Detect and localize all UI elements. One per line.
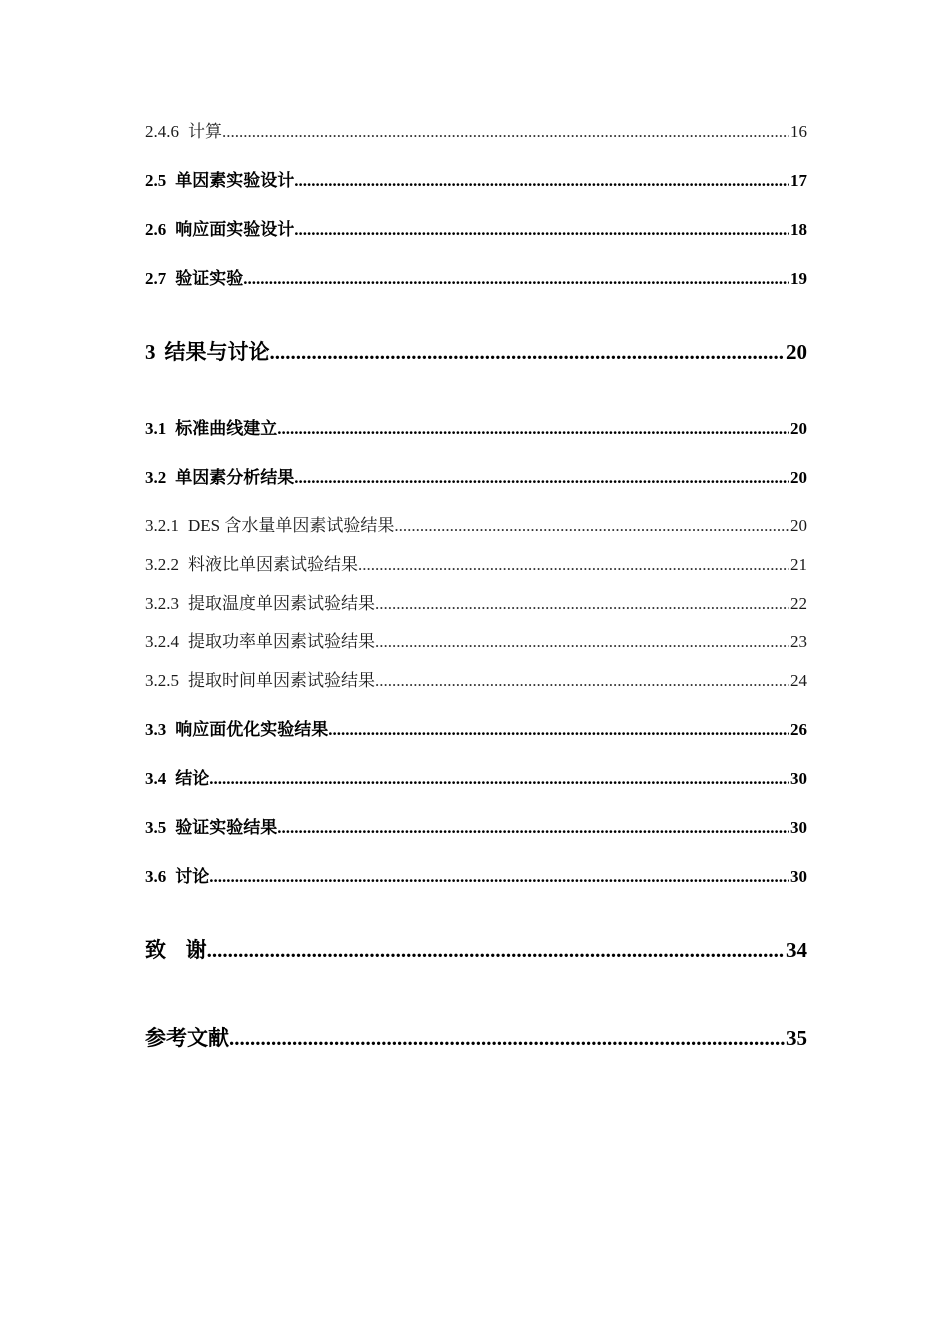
toc-leader-dots (277, 419, 789, 439)
toc-leader-dots (294, 468, 789, 488)
toc-entry-title: DES 含水量单因素试验结果 (188, 516, 395, 535)
toc-leader-dots (222, 122, 789, 142)
toc-entry-number: 2.4.6 (145, 122, 179, 141)
toc-leader-dots (243, 269, 789, 289)
toc-leader-dots (358, 555, 789, 575)
toc-leader-dots (328, 720, 789, 740)
toc-leader-dots (394, 516, 789, 536)
toc-entry-title: 参考文献 (145, 1026, 229, 1050)
toc-leader-dots (375, 594, 789, 614)
toc-entry-number: 3.5 (145, 818, 167, 837)
toc-leader-dots (294, 220, 789, 240)
toc-entry-page: 19 (790, 269, 807, 288)
toc-entry-title: 料液比单因素试验结果 (188, 555, 358, 574)
toc-entry-title: 响应面实验设计 (175, 220, 295, 239)
toc-entry[interactable] (145, 166, 807, 191)
toc-entry[interactable] (145, 589, 807, 614)
toc-entry-title: 提取功率单因素试验结果 (188, 632, 375, 651)
toc-entry[interactable] (145, 215, 807, 240)
toc-entry[interactable] (145, 813, 807, 838)
toc-entry-title: 响应面优化实验结果 (175, 720, 329, 739)
toc-entry[interactable] (145, 764, 807, 789)
toc-entry-page: 30 (790, 867, 807, 886)
toc-entry-title: 计算 (188, 122, 222, 141)
toc-entry-number: 3.2.4 (145, 632, 179, 651)
toc-entry[interactable] (145, 117, 807, 142)
toc-entry[interactable] (145, 862, 807, 887)
toc-entry-page: 20 (790, 419, 807, 438)
toc-entry[interactable] (145, 666, 807, 691)
toc-entry[interactable] (145, 550, 807, 575)
toc-acknowledgements-entry[interactable] (145, 934, 807, 964)
toc-chapter-entry[interactable] (145, 336, 807, 366)
toc-entry-title: 提取温度单因素试验结果 (188, 594, 375, 613)
toc-entry[interactable] (145, 715, 807, 740)
toc-entry[interactable] (145, 463, 807, 488)
toc-leader-dots (209, 769, 789, 789)
toc-entry-number: 3.2.5 (145, 671, 179, 690)
toc-entry-title-char: 谢 (185, 938, 207, 962)
toc-entry-page: 26 (790, 720, 807, 739)
toc-leader-dots (207, 938, 785, 963)
toc-entry-number: 3.2.2 (145, 555, 179, 574)
toc-leader-dots (294, 171, 789, 191)
toc-entry-page: 21 (790, 555, 807, 574)
toc-entry-page: 24 (790, 671, 807, 690)
toc-entry-page: 30 (790, 769, 807, 788)
toc-entry-number: 3.1 (145, 419, 167, 438)
toc-leader-dots (375, 632, 789, 652)
toc-entry[interactable] (145, 511, 807, 536)
toc-entry-number: 3.2.3 (145, 594, 179, 613)
toc-leader-dots (375, 671, 789, 691)
toc-entry-page: 20 (790, 468, 807, 487)
toc-entry-number: 3.6 (145, 867, 167, 886)
toc-entry-title: 单因素分析结果 (175, 468, 295, 487)
toc-entry[interactable] (145, 414, 807, 439)
toc-entry-page: 16 (790, 122, 807, 141)
toc-entry-number: 2.5 (145, 171, 167, 190)
toc-entry-page: 20 (790, 516, 807, 535)
toc-entry-title-char: 致 (145, 938, 166, 962)
toc-entry-number: 3.2.1 (145, 516, 179, 535)
toc-entry-page: 35 (786, 1026, 807, 1050)
toc-entry-title: 结果与讨论 (164, 340, 270, 364)
toc-references-entry[interactable] (145, 1022, 807, 1052)
toc-entry-title: 标准曲线建立 (175, 419, 278, 438)
toc-leader-dots (229, 1026, 785, 1051)
toc-entry-title: 单因素实验设计 (175, 171, 295, 190)
toc-entry-page: 18 (790, 220, 807, 239)
toc-entry-page: 17 (790, 171, 807, 190)
toc-entry-page: 30 (790, 818, 807, 837)
toc-entry-number: 3.4 (145, 769, 167, 788)
toc-leader-dots (270, 340, 786, 365)
toc-entry-title: 验证实验 (175, 269, 244, 288)
toc-leader-dots (277, 818, 789, 838)
toc-entry[interactable] (145, 264, 807, 289)
toc-entry-title: 验证实验结果 (175, 818, 278, 837)
toc-entry-title: 讨论 (175, 867, 210, 886)
toc-entry-title: 提取时间单因素试验结果 (188, 671, 375, 690)
toc-entry-page: 20 (786, 340, 807, 364)
toc-entry-page: 22 (790, 594, 807, 613)
toc-entry-page: 23 (790, 632, 807, 651)
toc-entry-number: 3 (145, 340, 156, 364)
toc-entry-number: 3.3 (145, 720, 167, 739)
toc-entry-title: 结论 (175, 769, 210, 788)
toc-entry-number: 2.6 (145, 220, 167, 239)
toc-entry-number: 2.7 (145, 269, 167, 288)
toc-entry[interactable] (145, 627, 807, 652)
toc-leader-dots (209, 867, 789, 887)
toc-entry-page: 34 (786, 938, 807, 962)
toc-entry-number: 3.2 (145, 468, 167, 487)
